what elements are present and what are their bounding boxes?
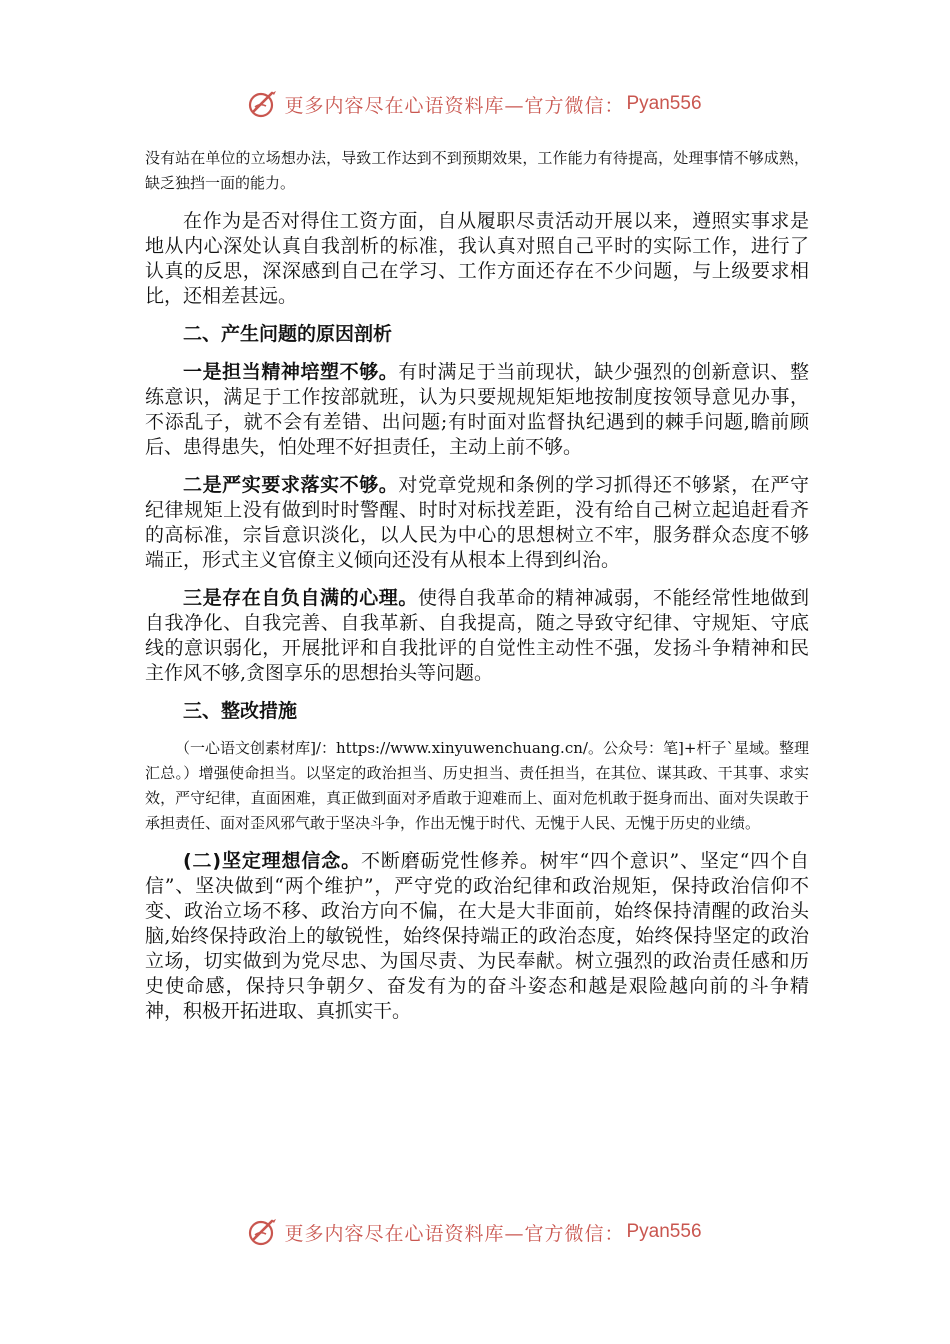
watermark-text: 更多内容尽在心语资料库—官方微信： <box>284 94 625 117</box>
section-heading-measures: 三、整改措施 <box>183 700 298 722</box>
paragraph-lead: (二)坚定理想信念。 <box>183 850 361 872</box>
document-body <box>145 146 809 1024</box>
paragraph-cause-three <box>145 586 809 686</box>
paragraph-lead: 二是严实要求落实不够。 <box>183 474 399 496</box>
footer-watermark <box>0 1212 950 1252</box>
paragraph-cause-one <box>145 360 809 460</box>
paragraph-cause-two <box>145 473 809 573</box>
section-heading-causes: 二、产生问题的原因剖析 <box>183 323 393 345</box>
paragraph-lead: 一是担当精神培塑不够。 <box>183 361 399 383</box>
paragraph-lead: 三是存在自负自满的心理。 <box>183 587 418 609</box>
paragraph-measure-two <box>145 849 809 1024</box>
paragraph-body: 对党章党规和条例的学习抓得还不够紧，在严守纪律规矩上没有做到时时警醒、时时对标找差距，没有给自己树立起追赶看齐的高标准，宗旨意识淡化，以人民为中心的思想树立不牢，服务群众态度不够端正，形式主义官僚主义倾向还没有从根本上得到纠治。 <box>145 474 809 571</box>
pen-writing-icon <box>248 89 278 119</box>
watermark-wechat-id: Pyan556 <box>626 93 702 114</box>
paragraph-continuation: 没有站在单位的立场想办法，导致工作达到不到预期效果，工作能力有待提高，处理事情不够成熟，缺乏独挡一面的能力。 <box>145 149 809 192</box>
paragraph-salary-reflection: 在作为是否对得住工资方面，自从履职尽责活动开展以来，遵照实事求是地从内心深处认真自我剖析的标准，我认真对照自己平时的实际工作，进行了认真的反思，深深感到自己在学习、工作方面还存在不少问题，与上级要求相比，还相差甚远。 <box>145 210 809 307</box>
pen-writing-icon <box>248 1217 278 1247</box>
watermark-wechat-id: Pyan556 <box>626 1221 702 1242</box>
paragraph-body: 有时满足于当前现状，缺少强烈的创新意识、整练意识，满足于工作按部就班，认为只要规规矩矩地按制度按领导意见办事，不添乱子，就不会有差错、出问题;有时面对监督执纪遇到的棘手问题,瞻前顾后、患得患失，怕处理不好担责任，主动上前不够。 <box>145 361 809 458</box>
paragraph-body: 不断磨砺党性修养。树牢“四个意识”、坚定“四个自信”、坚决做到“两个维护”，严守党的政治纪律和政治规矩，保持政治信仰不变、政治立场不移、政治方向不偏，在大是大非面前，始终保持清醒的政治头脑,始终保持政治上的敏锐性，始终保持端正的政治态度，始终保持坚定的政治立场，切实做到为党尽忠、为国尽责、为民奉献。树立强烈的政治责任感和历史使命感，保持只争朝夕、奋发有为的奋斗姿态和越是艰险越向前的斗争精神，积极开拓进取、真抓实干。 <box>145 850 809 1022</box>
paragraph-body: 使得自我革命的精神减弱，不能经常性地做到自我净化、自我完善、自我革新、自我提高，随之导致守纪律、守规矩、守底线的意识弱化，开展批评和自我批评的自觉性主动性不强，发扬斗争精神和民主作风不够,贪图享乐的思想抬头等问题。 <box>145 587 809 684</box>
paragraph-measure-one: （一心语文创素材库]/：https://www.xinyuwenchuang.cn/。公众号：笔]+杆子`星域。整理汇总。）增强使命担当。以坚定的政治担当、历史担当、责任担当，在其位、谋其政、干其事、求实效，严守纪律，直面困难，真正做到面对矛盾敢于迎难而上、面对危机敢于挺身而出、面对失误敢于承担责任、面对歪风邪气敢于坚决斗争，作出无愧于时代、无愧于人民、无愧于历史的业绩。 <box>145 739 809 832</box>
header-watermark <box>0 84 950 124</box>
watermark-text: 更多内容尽在心语资料库—官方微信： <box>284 1222 625 1245</box>
